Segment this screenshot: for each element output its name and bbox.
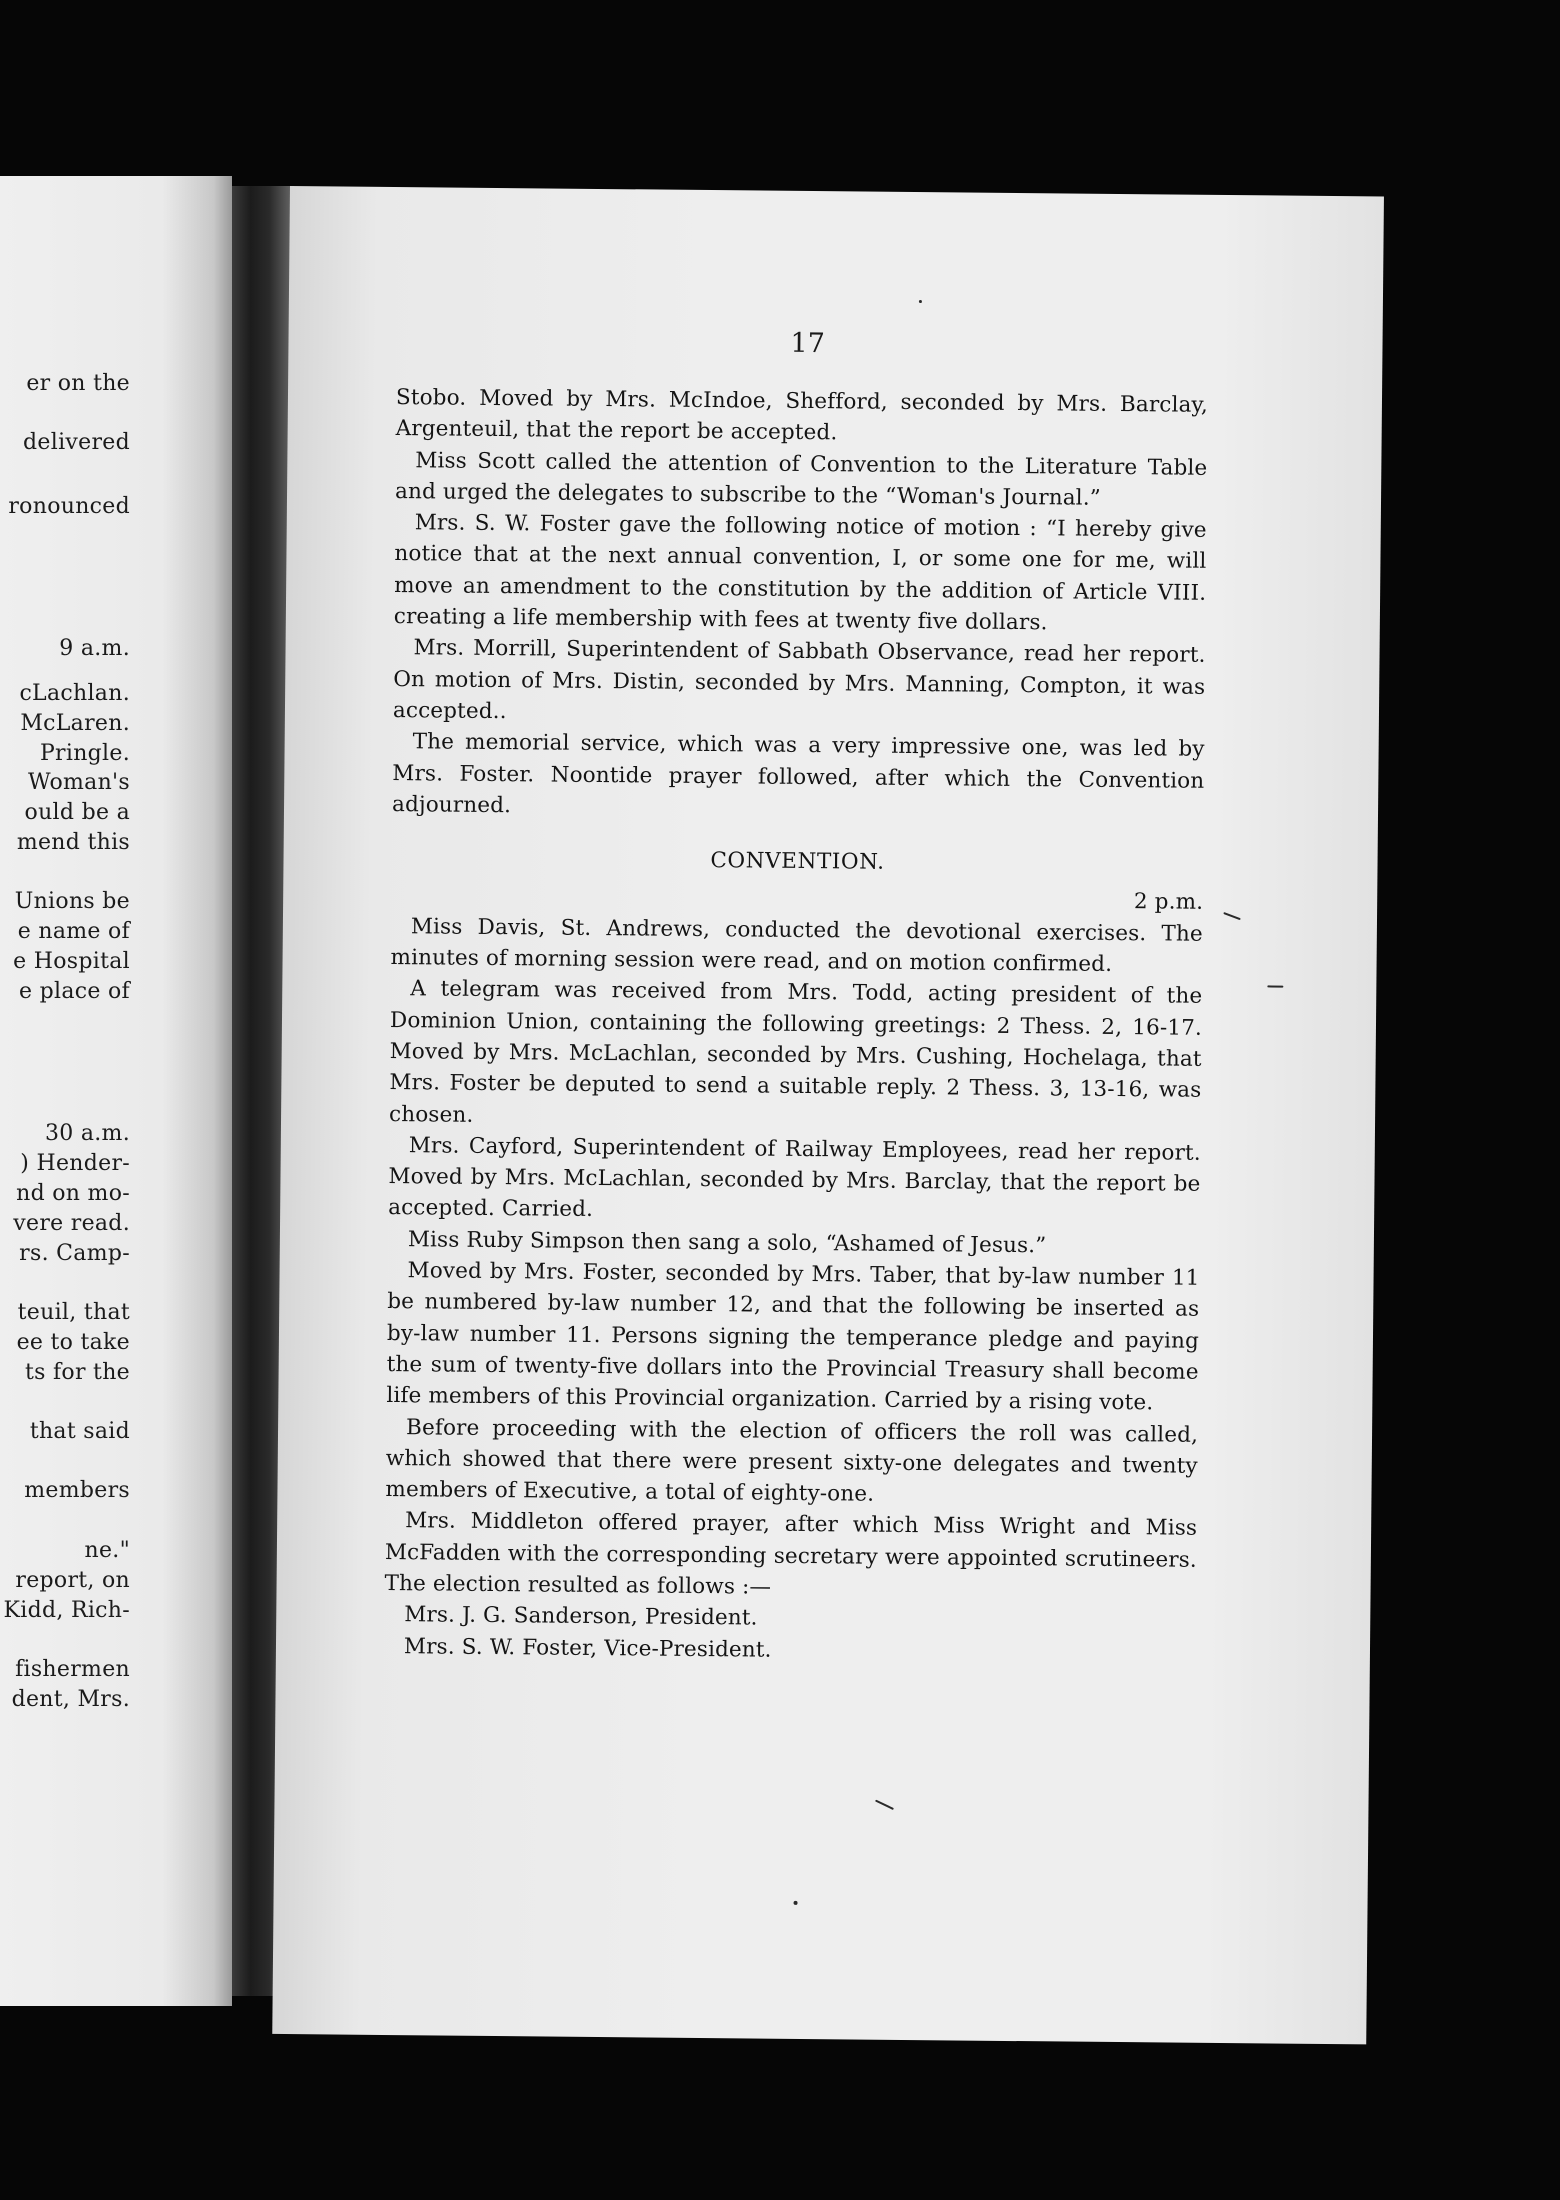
paragraph: Mrs. S. W. Foster gave the following notice of motion : “I hereby give notice that at the next annual convention, I, or some one for me, will move an amendment to the constitution by the addition of Article VIII. creating a life membership with fees at twenty five dollars. <box>393 510 1207 636</box>
left-page-line: members <box>24 1478 130 1503</box>
left-page-line: teuil, that <box>17 1300 130 1325</box>
ink-speck <box>875 1800 894 1810</box>
left-page-line: Unions be <box>14 889 130 914</box>
left-page <box>0 176 232 2006</box>
left-page-line: ts for the <box>24 1360 130 1385</box>
left-page-line: delivered <box>23 430 130 455</box>
left-page-line: Woman's <box>28 770 130 795</box>
left-page-line: mend this <box>16 830 130 855</box>
left-page-line: cLachlan. <box>19 681 130 706</box>
paragraph: The memorial service, which was a very impressive one, was led by Mrs. Foster. Noontide prayer followed, after which the Convention adjourned. <box>391 729 1205 819</box>
paragraph: Moved by Mrs. Foster, seconded by Mrs. Taber, that by-law number 11 be numbered by-law number 12, and that the following be inserted as by-law number 11. Persons signing the temperance pledge and paying the sum of twenty-five dollars into the Provincial Treasury shall become life members of this Provincial organization. Carried by a rising vote. <box>386 1258 1200 1416</box>
paragraph: Miss Scott called the attention of Convention to the Literature Table and urged the delegates to subscribe to the “Woman's Journal.” <box>394 447 1208 511</box>
ink-speck <box>919 300 922 303</box>
ink-speck <box>1223 912 1241 920</box>
paragraph: Mrs. Morrill, Superintendent of Sabbath Observance, read her report. On motion of Mrs. Distin, seconded by Mrs. Manning, Compton, it was accepted.. <box>392 635 1206 725</box>
session-time: 2 p.m. <box>1133 889 1204 916</box>
left-page-line: 30 a.m. <box>44 1121 130 1146</box>
left-page-line: dent, Mrs. <box>11 1687 130 1712</box>
paragraph: Before proceeding with the election of officers the roll was called, which showed that there were present sixty-one delegates and twenty members of Executive, a total of eighty-one. <box>385 1414 1199 1507</box>
section-heading: CONVENTION. <box>710 848 885 875</box>
left-page-line: ) Hender- <box>20 1151 130 1176</box>
officer-entry: Mrs. J. G. Sanderson, President. <box>404 1602 758 1631</box>
left-page-line: ould be a <box>24 800 130 825</box>
paragraph: Mrs. Cayford, Superintendent of Railway Employees, read her report. Moved by Mrs. McLachlan, seconded by Mrs. Barclay, that the report be accepted. Carried. <box>388 1133 1201 1223</box>
paragraph: Stobo. Moved by Mrs. McIndoe, Shefford, seconded by Mrs. Barclay, Argenteuil, that the report be accepted. <box>395 385 1209 446</box>
left-page-line: vere read. <box>13 1211 130 1236</box>
paragraph: Mrs. Middleton offered prayer, after which Miss Wright and Miss McFadden with the corresponding secretary were appointed scrutineers. The election resulted as follows :— <box>384 1508 1198 1600</box>
left-page-line: McLaren. <box>20 711 130 736</box>
left-page-line: nd on mo- <box>16 1181 130 1206</box>
left-page-line: rs. Camp- <box>19 1241 130 1266</box>
right-page <box>272 186 1384 2044</box>
left-page-line: that said <box>29 1419 130 1444</box>
page-number: 17 <box>790 327 826 360</box>
officer-entry: Mrs. S. W. Foster, Vice-President. <box>403 1633 772 1663</box>
left-page-line: e name of <box>17 919 130 944</box>
left-page-line: ee to take <box>16 1330 130 1355</box>
left-page-line: 9 a.m. <box>59 636 130 661</box>
left-page-line: ronounced <box>8 494 130 519</box>
ink-speck <box>1267 985 1283 987</box>
paragraph: A telegram was received from Mrs. Todd, acting president of the Dominion Union, containing the following greetings: 2 Thess. 2, 16-17. Moved by Mrs. McLachlan, seconded by Mrs. Cushing, Hochelaga, that Mrs. Foster be deputed to send a suitable reply. 2 Thess. 3, 13-16, was chosen. <box>388 976 1203 1128</box>
left-page-line: report, on <box>15 1568 130 1593</box>
left-page-line: Pringle. <box>39 741 130 766</box>
left-page-line: ne." <box>84 1538 130 1563</box>
page-body <box>384 382 1208 1670</box>
left-page-line: er on the <box>26 371 130 396</box>
left-page-line: Kidd, Rich- <box>3 1598 130 1623</box>
paragraph: Miss Ruby Simpson then sang a solo, “Ashamed of Jesus.” <box>407 1226 1047 1259</box>
left-page-line: fishermen <box>15 1657 130 1682</box>
paragraph: Miss Davis, St. Andrews, conducted the devotional exercises. The minutes of morning session were read, and on motion confirmed. <box>390 913 1203 977</box>
left-page-line: e place of <box>19 979 130 1004</box>
ink-speck <box>794 1901 798 1905</box>
left-page-line: e Hospital <box>13 949 130 974</box>
